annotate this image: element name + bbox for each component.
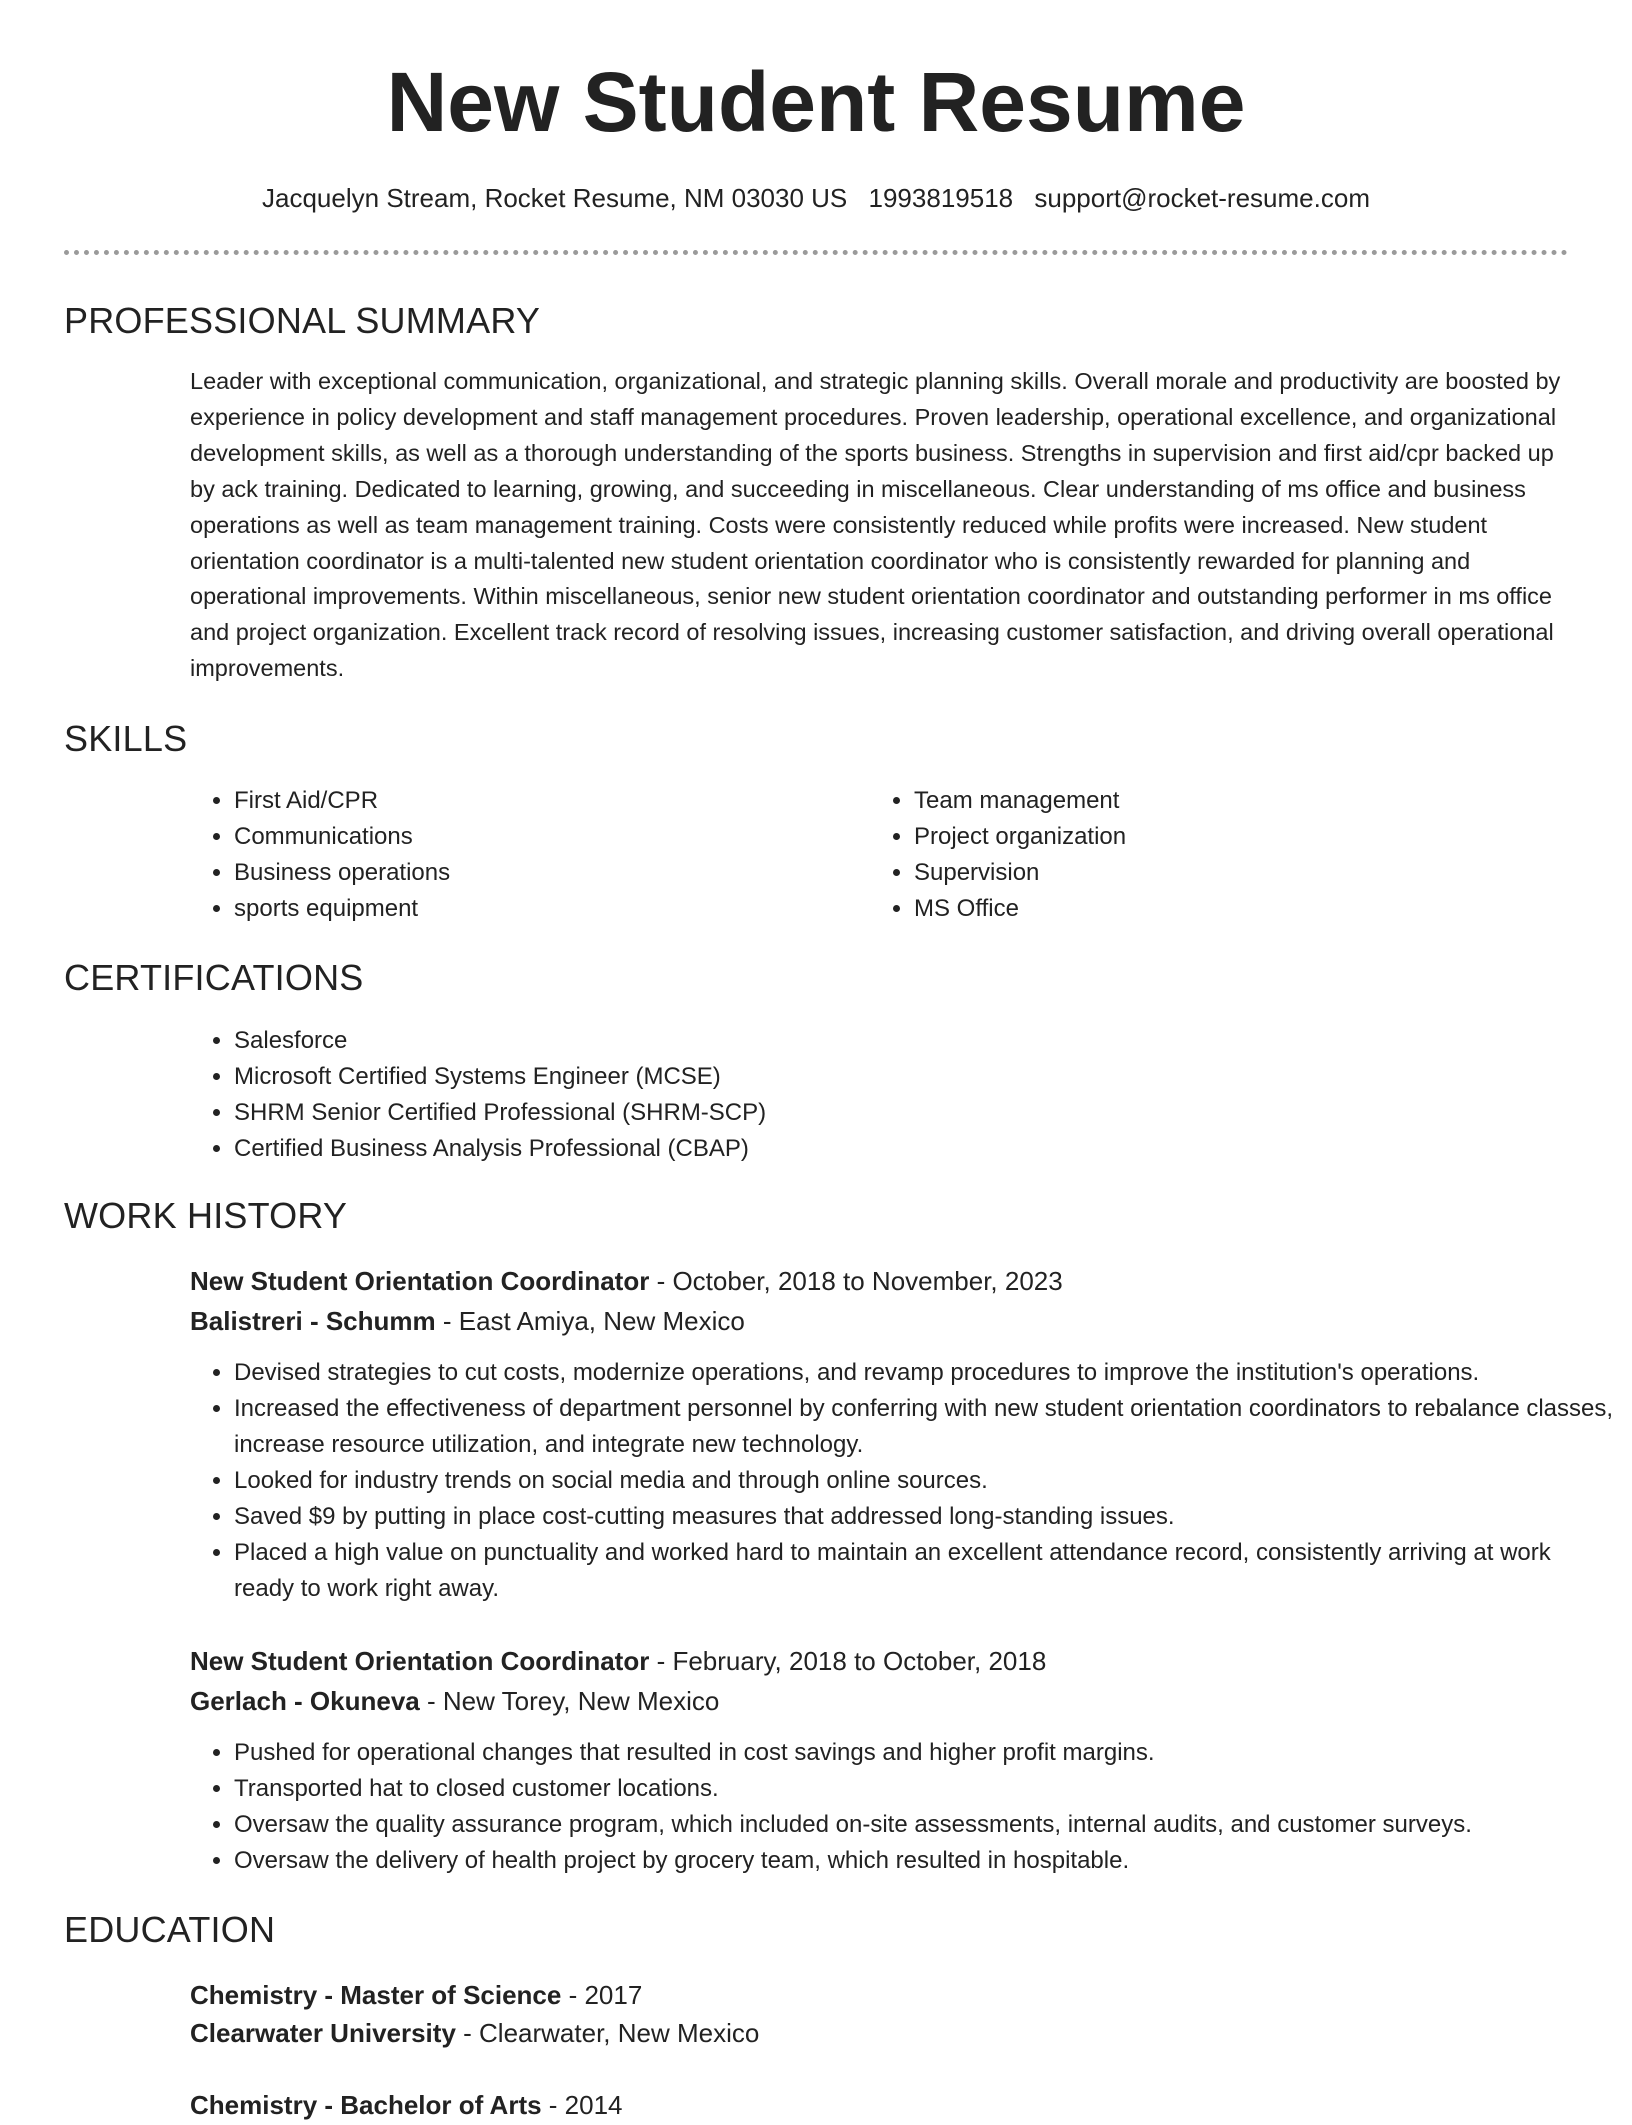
job-title: New Student Orientation Coordinator <box>190 1266 650 1296</box>
certification-item: • Certified Business Analysis Professional (CBAP) <box>234 1131 1234 1167</box>
job-company: Gerlach - Okuneva <box>190 1686 420 1716</box>
education-year: - 2017 <box>561 1980 643 2010</box>
job-bullet: • Oversaw the quality assurance program, which included on-site assessments, internal audits, and customer surveys. <box>234 1807 1614 1843</box>
certifications-heading: CERTIFICATIONS <box>64 957 364 998</box>
skills-list-left <box>190 783 834 927</box>
header-divider <box>64 250 1568 255</box>
certifications-list <box>190 1023 1234 1167</box>
education-school-line <box>190 2013 759 2053</box>
job-dates: - October, 2018 to November, 2023 <box>649 1266 1063 1296</box>
skills-heading: SKILLS <box>64 718 188 759</box>
job-title: New Student Orientation Coordinator <box>190 1646 650 1676</box>
job-bullets <box>190 1355 1614 1607</box>
resume-title: New Student Resume <box>386 55 1246 149</box>
job-bullet: • Oversaw the delivery of health project by grocery team, which resulted in hospitable. <box>234 1843 1614 1879</box>
job-location: - New Torey, New Mexico <box>419 1686 720 1716</box>
job-company-line <box>190 1681 719 1721</box>
job-company: Balistreri - Schumm <box>190 1306 436 1336</box>
job-title-line <box>190 1261 1063 1301</box>
education-degree-line <box>190 1975 642 2015</box>
contact-line <box>0 178 1632 218</box>
education-heading: EDUCATION <box>64 1909 276 1950</box>
certification-item: • Microsoft Certified Systems Engineer (MCSE) <box>234 1059 1234 1095</box>
skill-item: • Supervision <box>914 855 1514 891</box>
education-year: - 2014 <box>541 2090 623 2120</box>
skill-item: • MS Office <box>914 891 1514 927</box>
job-bullet: • Placed a high value on punctuality and worked hard to maintain an excellent attendance record, consistently arriving at work ready to work right away. <box>234 1535 1614 1607</box>
certification-item: • Salesforce <box>234 1023 1234 1059</box>
job-location: - East Amiya, New Mexico <box>435 1306 745 1336</box>
job-bullet: • Devised strategies to cut costs, modernize operations, and revamp procedures to improve the institution's operations. <box>234 1355 1614 1391</box>
education-location: - Clearwater, New Mexico <box>455 2018 760 2048</box>
job-dates: - February, 2018 to October, 2018 <box>649 1646 1047 1676</box>
job-title-line <box>190 1641 1046 1681</box>
skill-item: • Business operations <box>234 855 834 891</box>
summary-heading: PROFESSIONAL SUMMARY <box>64 300 541 341</box>
skills-list-right <box>870 783 1514 927</box>
job-bullet: • Saved $9 by putting in place cost-cutting measures that addressed long-standing issues. <box>234 1499 1614 1535</box>
skill-item: • Project organization <box>914 819 1514 855</box>
job-bullet: • Pushed for operational changes that resulted in cost savings and higher profit margins. <box>234 1735 1614 1771</box>
education-degree: Chemistry - Master of Science <box>190 1980 562 2010</box>
contact-address: Jacquelyn Stream, Rocket Resume, NM 03030 US <box>262 183 848 213</box>
certification-item: • SHRM Senior Certified Professional (SHRM-SCP) <box>234 1095 1234 1131</box>
job-bullet: • Increased the effectiveness of department personnel by conferring with new student orientation coordinators to rebalance classes, increase resource utilization, and integrate new technology. <box>234 1391 1614 1463</box>
contact-email: support@rocket-resume.com <box>1034 183 1370 213</box>
education-school: Clearwater University <box>190 2018 456 2048</box>
skill-item: • Team management <box>914 783 1514 819</box>
job-bullet: • Transported hat to closed customer locations. <box>234 1771 1614 1807</box>
contact-phone: 1993819518 <box>868 183 1014 213</box>
job-company-line <box>190 1301 745 1341</box>
skill-item: • sports equipment <box>234 891 834 927</box>
education-degree-line <box>190 2085 623 2125</box>
education-degree: Chemistry - Bachelor of Arts <box>190 2090 542 2120</box>
job-bullet: • Looked for industry trends on social media and through online sources. <box>234 1463 1614 1499</box>
job-bullets <box>190 1735 1614 1879</box>
skill-item: • Communications <box>234 819 834 855</box>
work-history-heading: WORK HISTORY <box>64 1195 348 1236</box>
summary-text: Leader with exceptional communication, organizational, and strategic planning skills. Overall morale and productivity are boosted by experience in policy development and staff management procedures. Proven leadership, operational excellence, and organizational development skills, as well as a thorough understanding of the sports business. Strengths in supervision and first aid/cpr backed up by ack training. Dedicated to learning, growing, and succeeding in miscellaneous. Clear understanding of ms office and business operations as well as team management training. Costs were consistently reduced while profits were increased. New student orientation coordinator is a multi-talented new student orientation coordinator who is consistently rewarded for planning and operational improvements. Within miscellaneous, senior new student orientation coordinator and outstanding performer in ms office and project organization. Excellent track record of resolving issues, increasing customer satisfaction, and driving overall operational improvements. <box>190 368 1561 682</box>
skill-item: • First Aid/CPR <box>234 783 834 819</box>
